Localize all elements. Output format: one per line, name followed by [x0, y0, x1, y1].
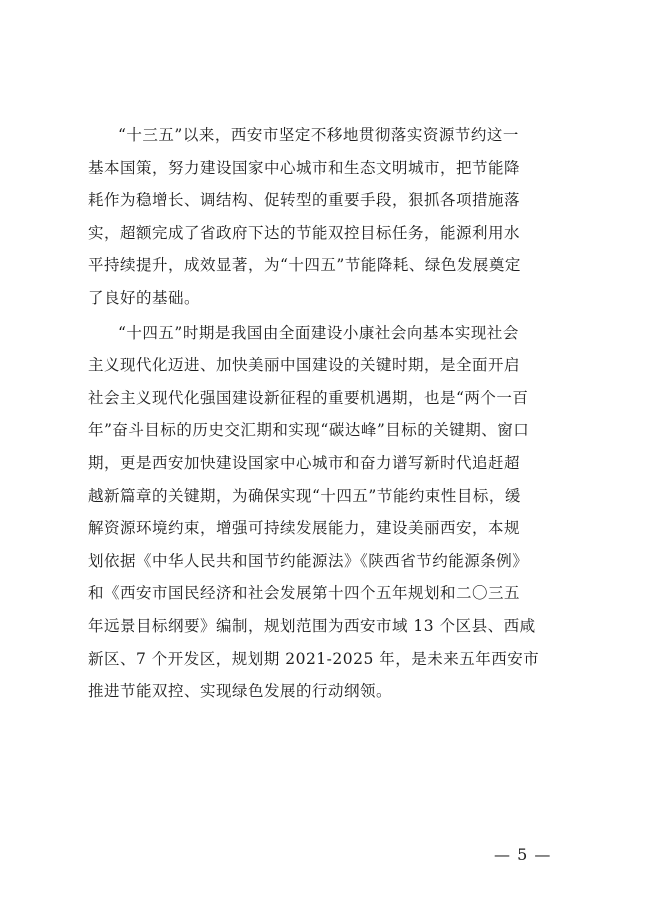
paragraph-line: 了良好的基础。 — [88, 288, 201, 307]
paragraph-line: 解资源环境约束，增强可持续发展能力，建设美丽西安，本规 — [88, 519, 521, 538]
paragraph-line: 年”奋斗目标的历史交汇期和实现“碳达峰”目标的关键期、窗口 — [88, 421, 530, 440]
paragraph-line: 新区、7 个开发区，规划期 2021-2025 年，是未来五年西安市 — [88, 649, 540, 668]
paragraph-line: 平持续提升，成效显著，为“十四五”节能降耗、绿色发展奠定 — [88, 256, 521, 275]
paragraph-line: 推进节能双控、实现绿色发展的行动纲领。 — [88, 682, 393, 701]
paragraph-line: 年远景目标纲要》编制，规划范围为西安市域 13 个区县、西咸 — [88, 616, 536, 635]
paragraph-line: 期，更是西安加快建设国家中心城市和奋力谱写新时代追赶超 — [88, 453, 521, 472]
paragraph-line: “十三五”以来，西安市坚定不移地贯彻落实资源节约这一 — [118, 126, 519, 144]
paragraph-line: 和《西安市国民经济和社会发展第十四个五年规划和二〇三五 — [88, 584, 521, 603]
page-number: — 5 — — [494, 845, 552, 864]
paragraph-line: 主义现代化迈进、加快美丽中国建设的关键时期，是全面开启 — [88, 356, 521, 375]
paragraph-line: 社会主义现代化强国建设新征程的重要机遇期，也是“两个一百 — [88, 388, 529, 407]
paragraph-1 — [88, 119, 570, 315]
paragraph-line: 耗作为稳增长、调结构、促转型的重要手段，狠抓各项措施落 — [88, 191, 521, 210]
paragraph-2 — [88, 317, 570, 708]
paragraph-line: 划依据《中华人民共和国节约能源法》《陕西省节约能源条例》 — [88, 551, 529, 570]
paragraph-line: 越新篇章的关键期，为确保实现“十四五”节能约束性目标，缓 — [88, 486, 521, 505]
paragraph-line: 实，超额完成了省政府下达的节能双控目标任务，能源利用水 — [88, 223, 521, 242]
paragraph-line: 基本国策，努力建设国家中心城市和生态文明城市，把节能降 — [88, 158, 521, 177]
paragraph-line: “十四五”时期是我国由全面建设小康社会向基本实现社会 — [118, 323, 519, 342]
document-body — [88, 119, 570, 708]
